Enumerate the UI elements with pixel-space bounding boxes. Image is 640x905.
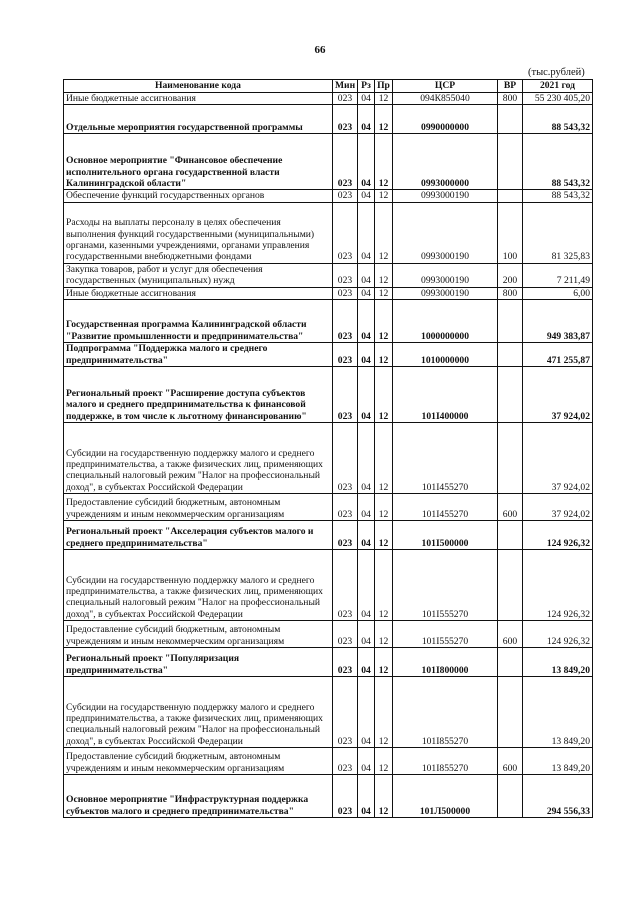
table-row: [64, 287, 593, 299]
header-vr: ВР: [498, 80, 523, 93]
row-min: 023: [333, 648, 358, 677]
table-row: [64, 263, 593, 287]
row-csr: 0993000190: [393, 202, 498, 263]
header-rz: Рз: [358, 80, 375, 93]
row-vr: [498, 648, 523, 677]
row-min: 023: [333, 550, 358, 621]
row-name: Иные бюджетные ассигнования: [64, 287, 333, 299]
table-row: [64, 343, 593, 367]
row-pr: 12: [375, 367, 393, 423]
row-csr: 1000000000: [393, 300, 498, 343]
table-row: [64, 93, 593, 105]
table-row: [64, 202, 593, 263]
row-name: Закупка товаров, работ и услуг для обеспечения государственных (муниципальных) нужд: [64, 263, 333, 287]
row-min: 023: [333, 190, 358, 202]
row-csr: 101I800000: [393, 648, 498, 677]
row-name: Субсидии на государственную поддержку малого и среднего предпринимательства, а также физических лиц, применяющих специальный налоговый режим "Налог на профессиональный доход", в субъектах Российской Федерации: [64, 423, 333, 494]
row-pr: 12: [375, 300, 393, 343]
row-csr: 101I455270: [393, 423, 498, 494]
row-name: Региональный проект "Акселерация субъектов малого и среднего предпринимательства": [64, 521, 333, 550]
row-pr: 12: [375, 134, 393, 190]
row-min: 023: [333, 621, 358, 648]
row-rz: 04: [358, 134, 375, 190]
row-csr: 101I855270: [393, 677, 498, 748]
table-row: [64, 775, 593, 818]
row-csr: 094К855040: [393, 93, 498, 105]
row-min: 023: [333, 343, 358, 367]
row-vr: 800: [498, 93, 523, 105]
row-csr: 0993000190: [393, 190, 498, 202]
table-row: [64, 134, 593, 190]
row-rz: 04: [358, 748, 375, 775]
row-amount: 37 924,02: [523, 367, 593, 423]
row-amount: 6,00: [523, 287, 593, 299]
row-name: Государственная программа Калининградской области "Развитие промышленности и предпринимательства": [64, 300, 333, 343]
row-pr: 12: [375, 775, 393, 818]
row-min: 023: [333, 748, 358, 775]
row-name: Иные бюджетные ассигнования: [64, 93, 333, 105]
row-csr: 0993000190: [393, 263, 498, 287]
row-vr: 800: [498, 287, 523, 299]
row-vr: [498, 190, 523, 202]
row-min: 023: [333, 134, 358, 190]
row-rz: 04: [358, 677, 375, 748]
row-vr: 600: [498, 621, 523, 648]
table-row: [64, 648, 593, 677]
row-csr: 101I455270: [393, 494, 498, 521]
header-pr: Пр: [375, 80, 393, 93]
row-rz: 04: [358, 343, 375, 367]
row-rz: 04: [358, 287, 375, 299]
row-pr: 12: [375, 748, 393, 775]
row-vr: [498, 367, 523, 423]
row-amount: 55 230 405,20: [523, 93, 593, 105]
row-rz: 04: [358, 300, 375, 343]
row-vr: [498, 105, 523, 134]
row-pr: 12: [375, 423, 393, 494]
row-vr: 100: [498, 202, 523, 263]
row-amount: 471 255,87: [523, 343, 593, 367]
row-pr: 12: [375, 621, 393, 648]
row-amount: 88 543,32: [523, 134, 593, 190]
row-rz: 04: [358, 93, 375, 105]
table-row: [64, 677, 593, 748]
row-min: 023: [333, 300, 358, 343]
row-min: 023: [333, 423, 358, 494]
row-amount: 13 849,20: [523, 677, 593, 748]
row-name: Региональный проект "Расширение доступа субъектов малого и среднего предпринимательства к финансовой поддержке, в том числе к льготному финансированию": [64, 367, 333, 423]
row-csr: 0990000000: [393, 105, 498, 134]
row-pr: 12: [375, 105, 393, 134]
row-csr: 101Л500000: [393, 775, 498, 818]
row-min: 023: [333, 367, 358, 423]
row-rz: 04: [358, 621, 375, 648]
row-vr: [498, 775, 523, 818]
row-csr: 0993000190: [393, 287, 498, 299]
row-name: Расходы на выплаты персоналу в целях обеспечения выполнения функций государственными (муниципальными) органами, казенными учреждениями, органами управления государственными внебюджетными фондами: [64, 202, 333, 263]
row-rz: 04: [358, 423, 375, 494]
row-amount: 13 849,20: [523, 748, 593, 775]
row-csr: 101I500000: [393, 521, 498, 550]
row-name: Предоставление субсидий бюджетным, автономным учреждениям и иным некоммерческим организациям: [64, 748, 333, 775]
row-pr: 12: [375, 263, 393, 287]
row-csr: 101I555270: [393, 550, 498, 621]
units-label: (тыс.рублей): [528, 67, 585, 78]
row-name: Подпрограмма "Поддержка малого и среднего предпринимательства": [64, 343, 333, 367]
row-name: Региональный проект "Популяризация предпринимательства": [64, 648, 333, 677]
row-rz: 04: [358, 367, 375, 423]
row-rz: 04: [358, 190, 375, 202]
row-csr: 1010000000: [393, 343, 498, 367]
row-vr: [498, 677, 523, 748]
header-min: Мин: [333, 80, 358, 93]
row-name: Предоставление субсидий бюджетным, автономным учреждениям и иным некоммерческим организациям: [64, 621, 333, 648]
row-amount: 37 924,02: [523, 494, 593, 521]
row-vr: [498, 423, 523, 494]
row-amount: 294 556,33: [523, 775, 593, 818]
row-min: 023: [333, 93, 358, 105]
row-csr: 0993000000: [393, 134, 498, 190]
row-vr: [498, 134, 523, 190]
table-row: [64, 423, 593, 494]
row-vr: [498, 550, 523, 621]
table-row: [64, 300, 593, 343]
row-pr: 12: [375, 494, 393, 521]
row-amount: 124 926,32: [523, 621, 593, 648]
table-row: [64, 367, 593, 423]
row-pr: 12: [375, 648, 393, 677]
table-row: [64, 494, 593, 521]
table-row: [64, 521, 593, 550]
row-amount: 88 543,32: [523, 190, 593, 202]
row-rz: 04: [358, 648, 375, 677]
row-amount: 37 924,02: [523, 423, 593, 494]
header-csr: ЦСР: [393, 80, 498, 93]
row-amount: 7 211,49: [523, 263, 593, 287]
row-min: 023: [333, 287, 358, 299]
row-rz: 04: [358, 521, 375, 550]
row-min: 023: [333, 775, 358, 818]
row-name: Обеспечение функций государственных органов: [64, 190, 333, 202]
row-rz: 04: [358, 775, 375, 818]
row-min: 023: [333, 263, 358, 287]
row-rz: 04: [358, 105, 375, 134]
header-year: 2021 год: [523, 80, 593, 93]
table-row: [64, 621, 593, 648]
table-row: [64, 190, 593, 202]
row-amount: 124 926,32: [523, 521, 593, 550]
row-rz: 04: [358, 494, 375, 521]
row-min: 023: [333, 521, 358, 550]
table-row: [64, 748, 593, 775]
row-min: 023: [333, 105, 358, 134]
row-name: Основное мероприятие "Финансовое обеспечение исполнительного органа государственной власти Калининградской области": [64, 134, 333, 190]
row-pr: 12: [375, 550, 393, 621]
row-pr: 12: [375, 202, 393, 263]
header-name: Наименование кода: [64, 80, 333, 93]
row-pr: 12: [375, 190, 393, 202]
row-pr: 12: [375, 93, 393, 105]
row-vr: [498, 300, 523, 343]
row-rz: 04: [358, 263, 375, 287]
row-name: Субсидии на государственную поддержку малого и среднего предпринимательства, а также физических лиц, применяющих специальный налоговый режим "Налог на профессиональный доход", в субъектах Российской Федерации: [64, 677, 333, 748]
row-csr: 101I400000: [393, 367, 498, 423]
table-row: [64, 105, 593, 134]
row-vr: 600: [498, 494, 523, 521]
row-name: Субсидии на государственную поддержку малого и среднего предпринимательства, а также физических лиц, применяющих специальный налоговый режим "Налог на профессиональный доход", в субъектах Российской Федерации: [64, 550, 333, 621]
row-name: Отдельные мероприятия государственной программы: [64, 105, 333, 134]
row-pr: 12: [375, 521, 393, 550]
row-vr: [498, 521, 523, 550]
table-row: [64, 550, 593, 621]
row-name: Основное мероприятие "Инфраструктурная поддержка субъектов малого и среднего предпринимательства": [64, 775, 333, 818]
row-csr: 101I855270: [393, 748, 498, 775]
row-min: 023: [333, 677, 358, 748]
row-rz: 04: [358, 202, 375, 263]
header-row: [64, 80, 593, 93]
row-name: Предоставление субсидий бюджетным, автономным учреждениям и иным некоммерческим организациям: [64, 494, 333, 521]
budget-table: [63, 79, 593, 818]
row-amount: 949 383,87: [523, 300, 593, 343]
page-number: 66: [314, 44, 326, 56]
row-amount: 124 926,32: [523, 550, 593, 621]
row-rz: 04: [358, 550, 375, 621]
row-vr: 200: [498, 263, 523, 287]
row-amount: 88 543,32: [523, 105, 593, 134]
row-vr: 600: [498, 748, 523, 775]
row-pr: 12: [375, 343, 393, 367]
row-pr: 12: [375, 287, 393, 299]
row-csr: 101I555270: [393, 621, 498, 648]
row-vr: [498, 343, 523, 367]
row-amount: 13 849,20: [523, 648, 593, 677]
row-pr: 12: [375, 677, 393, 748]
row-amount: 81 325,83: [523, 202, 593, 263]
row-min: 023: [333, 494, 358, 521]
row-min: 023: [333, 202, 358, 263]
